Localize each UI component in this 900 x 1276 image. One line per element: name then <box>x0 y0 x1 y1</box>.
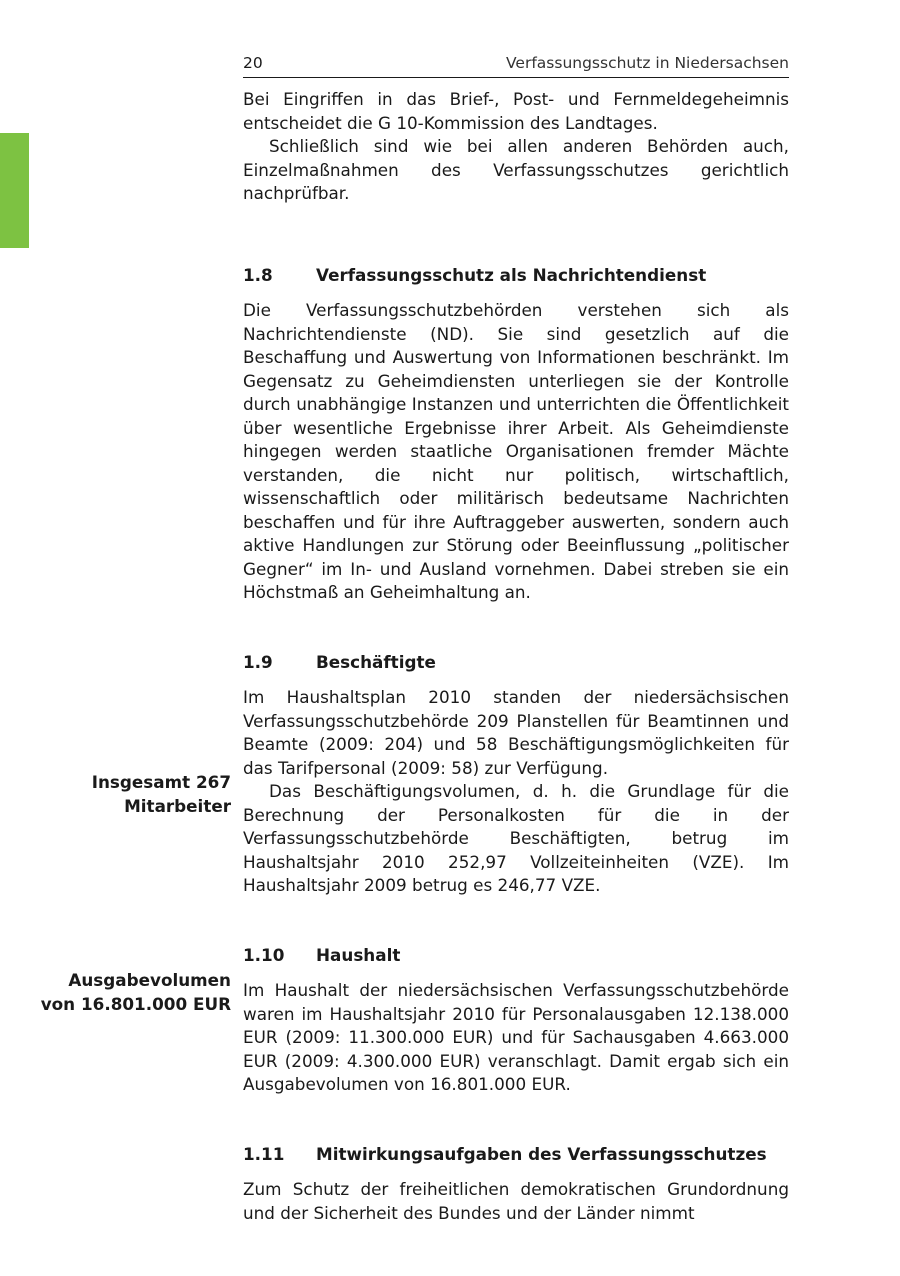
section-heading-1-10 <box>243 944 789 968</box>
marginal-note-employees <box>11 771 231 818</box>
paragraph: Im Haushalt der niedersächsischen Verfassungsschutzbehörde waren im Haushaltsjahr 2010 für Personalausgaben 12.138.000 EUR (2009: 11.300.000 EUR) und für Sachausgaben 4.663.000 EUR (2009: 4.300.000 EUR) veranschlagt. Damit ergab sich ein Ausgabevolumen von 16.801.000 EUR. <box>243 980 789 1094</box>
paragraph: Im Haushaltsplan 2010 standen der niedersächsischen Verfassungsschutzbehörde 209 Planstellen für Beamtinnen und Beamte (2009: 204) und 58 Beschäftigungsmöglichkeiten für das Tarifpersonal (2009: 58) zur Verfügung. <box>243 687 789 778</box>
page-number: 20 <box>243 54 263 72</box>
chapter-tab-marker <box>0 133 29 248</box>
paragraph: Die Verfassungsschutzbehörden verstehen sich als Nachrichtendienste (ND). Sie sind gesetzlich auf die Beschaffung und Auswertung von Informationen beschränkt. Im Gegensatz zu Geheimdiensten unterliegen sie der Kontrolle durch unabhängige Instanzen und unterrichten die Öffentlichkeit über wesentliche Ergebnisse ihrer Arbeit. Als Geheimdienste hingegen werden staatliche Organisationen fremder Mächte verstanden, die nicht nur politisch, wirtschaftlich, wissenschaftlich oder militärisch bedeutsame Nachrichten beschaffen und für ihre Auftraggeber auswerten, sondern auch aktive Handlungen zur Störung oder Beeinflussung „politischer Gegner“ im In- und Ausland vornehmen. Dabei streben sie ein Höchstmaß an Geheimhaltung an. <box>243 300 789 602</box>
marginal-note-line: Mitarbeiter <box>124 795 231 816</box>
marginal-note-line: Ausgabevolumen <box>68 970 231 990</box>
section-number: 1.11 <box>243 1143 285 1164</box>
paragraph: Bei Eingriffen in das Brief-, Post- und Fernmeldegeheimnis entscheidet die G 10-Kommission des Landtages. <box>243 89 789 133</box>
section-number: 1.8 <box>243 264 273 285</box>
paragraph: Zum Schutz der freiheitlichen demokratischen Grundordnung und der Sicherheit des Bundes und der Länder nimmt <box>243 1179 789 1223</box>
section-title: Mitwirkungsaufgaben des Verfassungsschutzes <box>316 1143 767 1164</box>
section-number: 1.9 <box>243 651 273 672</box>
running-title: Verfassungsschutz in Niedersachsen <box>506 54 789 72</box>
section-title: Haushalt <box>316 944 401 965</box>
paragraph: Das Beschäftigungsvolumen, d. h. die Grundlage für die Berechnung der Personalkosten für die in der Verfassungsschutzbehörde Beschäftigten, betrug im Haushaltsjahr 2010 252,97 Vollzeiteinheiten (VZE). Im Haushaltsjahr 2009 betrug es 246,77 VZE. <box>243 781 789 895</box>
section-number: 1.10 <box>243 944 285 965</box>
marginal-note-line: Insgesamt 267 <box>91 772 231 792</box>
marginal-note-line: von 16.801.000 EUR <box>40 993 231 1014</box>
marginal-note-budget <box>11 969 231 1016</box>
section-heading-1-11 <box>243 1143 789 1167</box>
section-title: Verfassungsschutz als Nachrichtendienst <box>316 264 707 285</box>
page-body <box>243 88 789 1225</box>
section-heading-1-9 <box>243 651 789 675</box>
section-heading-1-8 <box>243 264 789 288</box>
section-title: Beschäftigte <box>316 651 436 672</box>
paragraph: Schließlich sind wie bei allen anderen Behörden auch, Einzelmaßnahmen des Verfassungsschutzes gerichtlich nachprüfbar. <box>243 136 789 203</box>
page-header <box>243 53 789 78</box>
